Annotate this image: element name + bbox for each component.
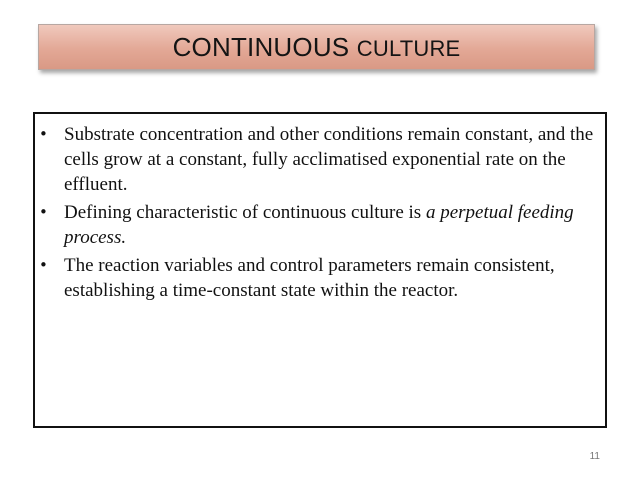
bullet-list xyxy=(35,122,605,306)
bullet-emphasis: a perpetual feeding process. xyxy=(64,202,574,248)
page-number: 11 xyxy=(589,451,600,462)
slide-title xyxy=(173,32,461,63)
bullet-item xyxy=(35,253,605,303)
bullet-icon: • xyxy=(39,256,48,274)
bullet-item xyxy=(35,122,605,197)
content-box xyxy=(33,112,607,428)
bullet-text: The reaction variables and control parameters remain consistent, establishing a time-constant state within the reactor. xyxy=(64,255,555,301)
bullet-text: Substrate concentration and other conditions remain constant, and the cells grow at a constant, fully acclimatised exponential rate on the effluent. xyxy=(64,124,594,195)
bullet-text: Defining characteristic of continuous culture is xyxy=(64,202,426,223)
bullet-icon: • xyxy=(39,203,48,221)
slide-title-main: CONTINUOUS xyxy=(172,31,357,62)
bullet-item xyxy=(35,200,605,250)
title-banner xyxy=(38,24,595,70)
bullet-icon: • xyxy=(39,125,48,143)
slide-title-small: CULTURE xyxy=(356,35,461,61)
